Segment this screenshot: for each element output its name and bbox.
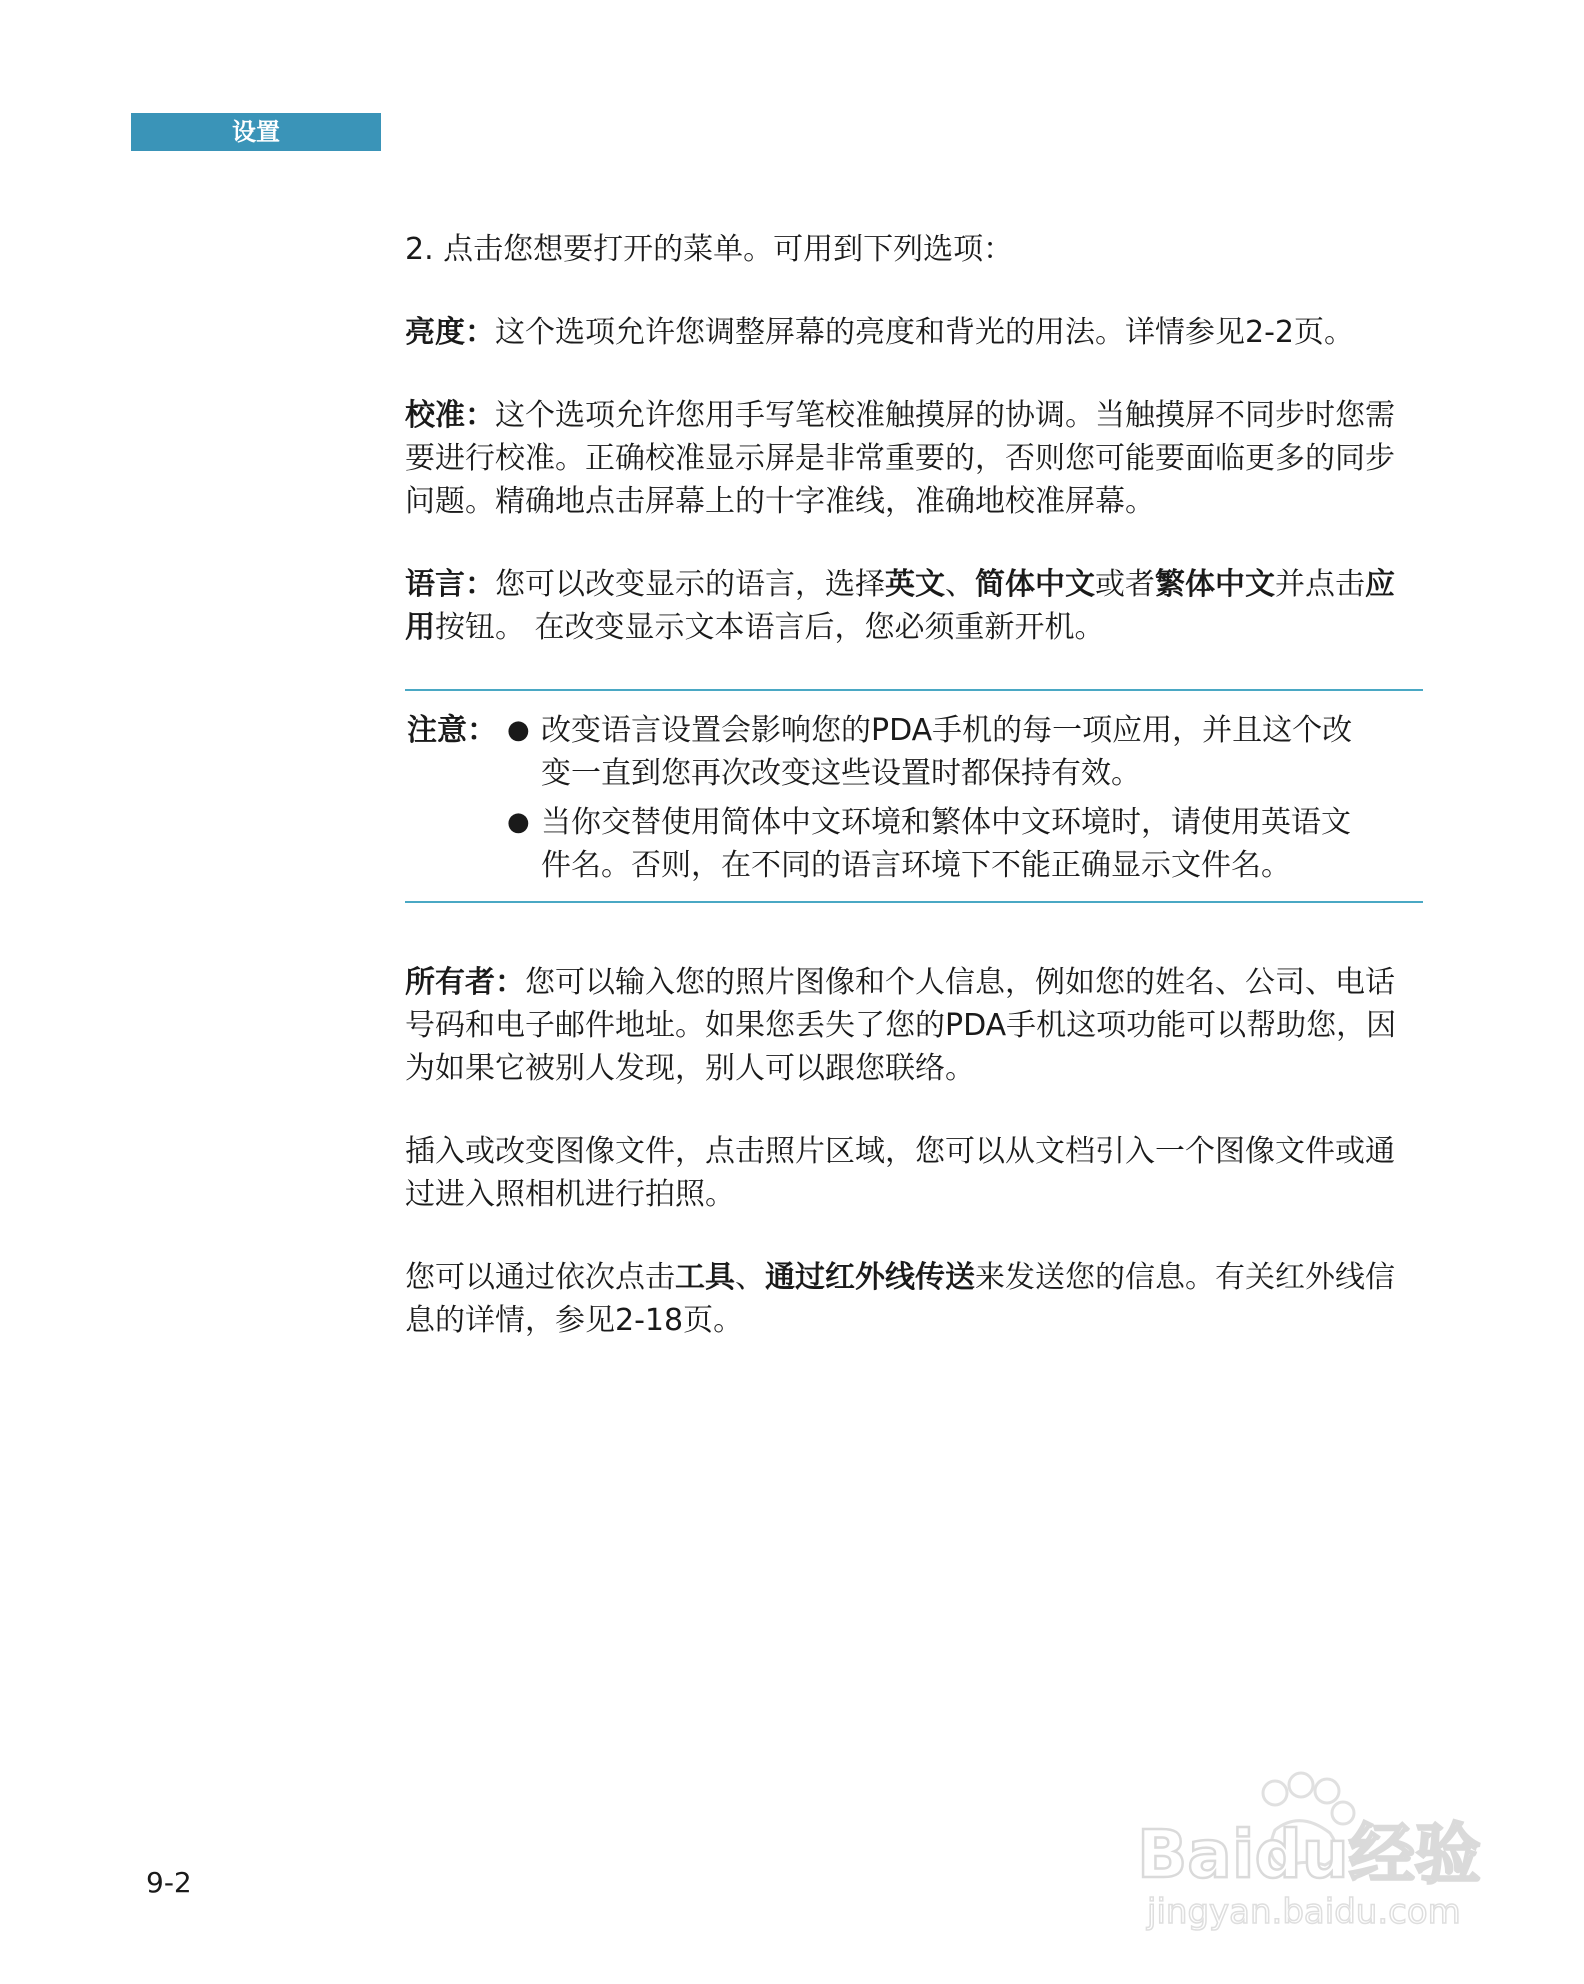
brightness-paragraph [405, 311, 1423, 354]
calibration-paragraph [405, 394, 1423, 523]
language-label: 语言： [405, 567, 495, 602]
note-label: 注意： [407, 713, 497, 748]
watermark-brand-text: Baidu经验 [1137, 1816, 1481, 1893]
language-separator: 、 [945, 567, 975, 602]
note-item [505, 709, 1371, 795]
calibration-text: 这个选项允许您用手写笔校准触摸屏的协调。当触摸屏不同步时您需要进行校准。正确校准显示屏是非常重要的，否则您可能要面临更多的同步问题。精确地点击屏幕上的十字准线，准确地校准屏幕。 [405, 398, 1395, 519]
owner-paragraph [405, 961, 1423, 1090]
baidu-watermark-logo [1125, 1755, 1505, 1935]
owner-text: 您可以输入您的照片图像和个人信息，例如您的姓名、公司、电话号码和电子邮件地址。如果您丢失了您的PDA手机这项功能可以帮助您，因为如果它被别人发现，别人可以跟您联络。 [405, 965, 1397, 1086]
owner-label: 所有者： [405, 965, 525, 1000]
note-box [405, 689, 1423, 903]
watermark-url-text: jingyan.baidu.com [1147, 1892, 1461, 1932]
step-instruction: 2. 点击您想要打开的菜单。可用到下列选项： [405, 232, 1014, 267]
option-simplified-chinese: 简体中文 [975, 567, 1095, 602]
note-item-text: 改变语言设置会影响您的PDA手机的每一项应用，并且这个改变一直到您再次改变这些设置时都保持有效。 [541, 713, 1353, 791]
option-traditional-chinese: 繁体中文 [1155, 567, 1275, 602]
send-separator: 、 [735, 1260, 765, 1295]
language-paragraph [405, 563, 1423, 649]
send-text-2: 来发送您的信息。有关红外线信息的详情，参见2-18页。 [405, 1260, 1395, 1338]
bullet-icon: ● [507, 715, 530, 745]
note-item-text: 当你交替使用简体中文环境和繁体中文环境时，请使用英语文件名。否则，在不同的语言环境下不能正确显示文件名。 [541, 805, 1351, 883]
brightness-label: 亮度： [405, 315, 495, 350]
page-number: 9-2 [146, 1866, 192, 1899]
language-text-3: 并点击 [1275, 567, 1365, 602]
tools-label: 工具 [675, 1260, 735, 1295]
language-text-2: 或者 [1095, 567, 1155, 602]
main-content [405, 228, 1423, 1382]
beam-label: 通过红外线传送 [765, 1260, 975, 1295]
send-paragraph [405, 1256, 1423, 1342]
send-text-1: 您可以通过依次点击 [405, 1260, 675, 1295]
language-text-1: 您可以改变显示的语言，选择 [495, 567, 885, 602]
option-english: 英文 [885, 567, 945, 602]
apply-label: 应用 [405, 567, 1395, 645]
language-text-4: 按钮。 在改变显示文本语言后，您必须重新开机。 [435, 610, 1105, 645]
bullet-icon: ● [507, 807, 530, 837]
section-header-tab: 设置 [131, 113, 381, 151]
brightness-text: 这个选项允许您调整屏幕的亮度和背光的用法。详情参见2-2页。 [495, 315, 1354, 350]
calibration-label: 校准： [405, 398, 495, 433]
image-paragraph: 插入或改变图像文件，点击照片区域，您可以从文档引入一个图像文件或通过进入照相机进行拍照。 [405, 1134, 1395, 1212]
note-list [405, 709, 1423, 887]
note-item [505, 801, 1371, 887]
